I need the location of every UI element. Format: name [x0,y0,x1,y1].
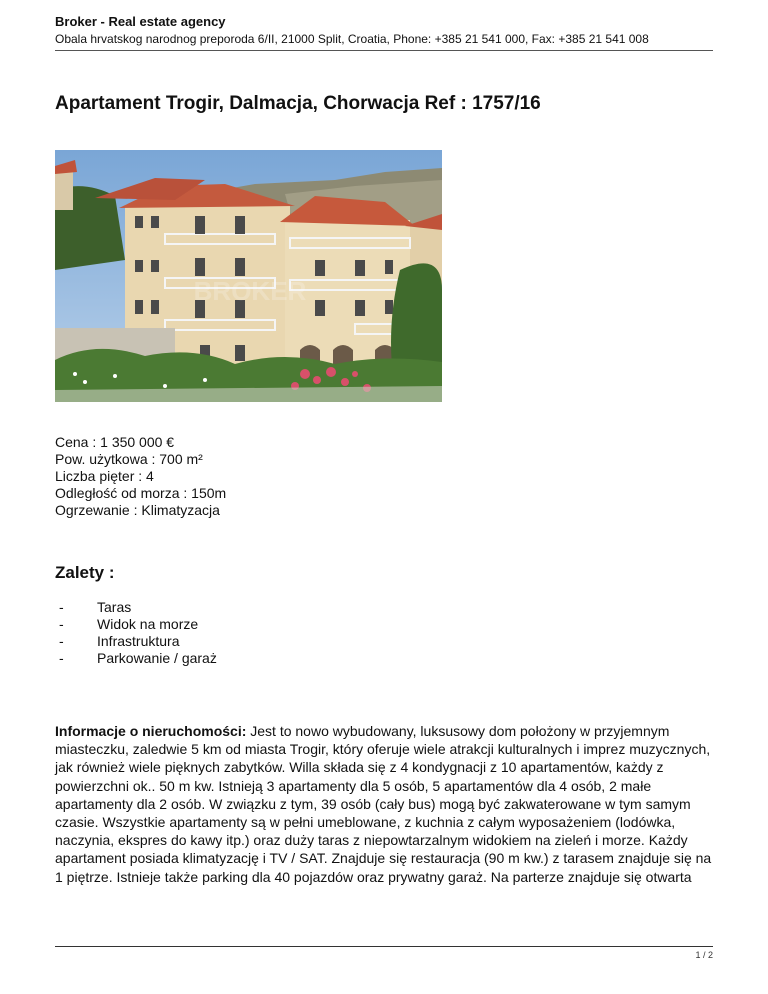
list-bullet: - [59,633,64,649]
usable-area: Pow. użytkowa : 700 m² [55,451,203,467]
list-item [55,599,217,616]
price: Cena : 1 350 000 € [55,434,175,450]
svg-text:BROKER: BROKER [193,276,307,306]
description-text: Jest to nowo wybudowany, luksusowy dom położony w przyjemnym miasteczku, zaledwie 5 km od miasta Trogir, który oferuje wiele atrakcji kulturalnych i imprez muzycznych, jak również wiele pięknych zabytków. Willa składa się z 4 kondygnacji z 10 apartamentów, każdy z powierzchni ok.. 50 m kw. Istnieją 3 apartamenty dla 5 osób, 5 apartamentów dla 4 osób, 2 małe apartamenty dla 2 osób. W związku z tym, 39 osób (cały bus) mogą być zakwaterowane w tym samym czasie. Wszystkie apartamenty są w pełni umeblowane, z kuchnia z całym wyposażeniem (lodówka, naczynia, ekspres do kawy itp.) oraz duży taras z niepowtarzalnym widokiem na zieleń i morze. Każdy apartament posiada klimatyzację i TV / SAT. Znajduje się restauracja (90 m kw.) z tarasem znajduje się na 1 piętrze. Istnieje także parking dla 40 pojazdów oraz prywatny garaż. Na parterze znajduje się otwarta [55,723,712,885]
list-item [55,633,217,650]
floor-count: Liczba pięter : 4 [55,468,154,484]
list-bullet: - [59,599,64,615]
property-photo [55,150,442,402]
page-number: 1 / 2 [695,950,713,960]
footer-divider [55,946,713,947]
property-facts [55,434,226,519]
property-title: Apartament Trogir, Dalmacja, Chorwacja Ref : 1757/16 [55,93,541,114]
advantages-heading: Zalety : [55,563,115,582]
list-bullet: - [59,650,64,666]
description-label: Informacje o nieruchomości: [55,723,247,739]
advantage-label: Infrastruktura [97,633,180,649]
agency-name: Broker - Real estate agency [55,14,226,29]
advantage-label: Widok na morze [97,616,199,632]
distance-to-sea: Odległość od morza : 150m [55,485,227,501]
advantage-label: Parkowanie / garaż [97,650,217,666]
advantage-label: Taras [97,599,132,615]
advantages-list [55,599,217,667]
list-item [55,616,217,633]
list-bullet: - [59,616,64,632]
heating: Ogrzewanie : Klimatyzacja [55,502,220,518]
header-divider [55,50,713,51]
agency-address: Obala hrvatskog narodnog preporoda 6/II, 21000 Split, Croatia, Phone: +385 21 541 000, Fax: +385 21 541 008 [55,32,649,46]
document-header [55,14,715,47]
list-item [55,650,217,667]
property-description [55,722,715,886]
